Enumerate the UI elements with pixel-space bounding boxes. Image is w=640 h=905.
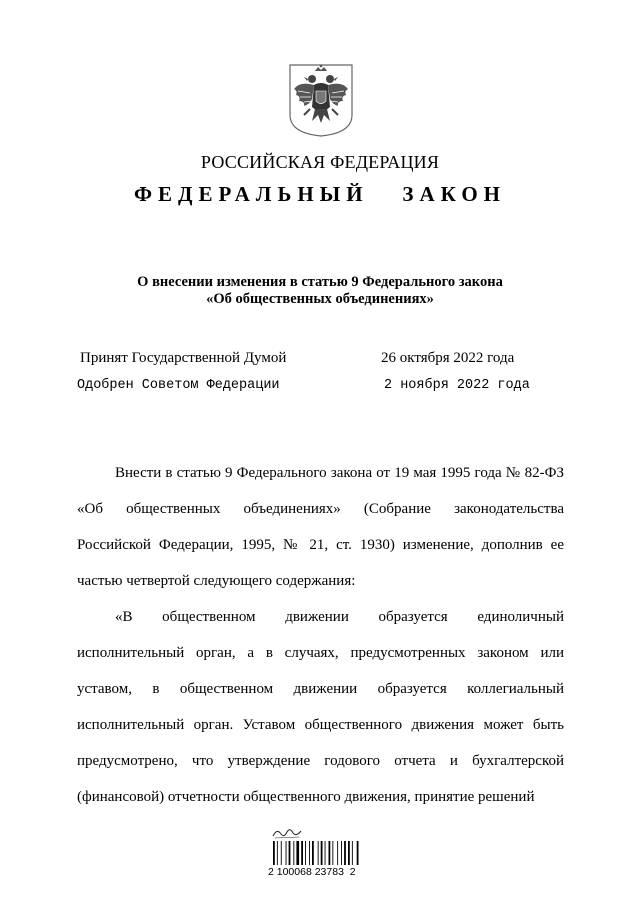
approved-by-label: Одобрен Советом Федерации [77,378,280,393]
document-type-title: ФЕДЕРАЛЬНЫЙ ЗАКОН [134,182,506,206]
law-subject-line-1: О внесении изменения в статью 9 Федерального закона [137,274,503,290]
body-paragraph-2: «В общественном движении образуется единоличный исполнительный орган, а в случаях, предусмотренных законом или уставом, в общественном движении образуется коллегиальный исполнительный орган. Уставом общественного движения может быть предусмотрено, что утверждение годового отчета и бухгалтерской (финансовой) отчетности общественного движения, принятие решений [77,609,564,805]
approved-date: 2 ноября 2022 года [384,378,530,393]
adopted-by-label: Принят Государственной Думой [80,350,287,366]
country-name: РОССИЙСКАЯ ФЕДЕРАЦИЯ [200,152,440,172]
coat-of-arms-icon [288,63,354,137]
barcode-icon [272,841,362,865]
body-paragraph-1: Внести в статью 9 Федерального закона от 19 мая 1995 года № 82-ФЗ «Об общественных объединениях» (Собрание законодательства Российской Федерации, 1995, № 21, ст. 1930) изменение, дополнив ее частью четвертой следующего содержания: [77,465,564,589]
law-body [77,455,564,815]
law-subject-line-2: «Об общественных объединениях» [206,291,434,307]
law-subject [60,274,580,308]
barcode-number: 2 100068 23783 2 [268,866,356,878]
signature-mark [271,826,303,840]
adopted-date: 26 октября 2022 года [381,350,515,366]
